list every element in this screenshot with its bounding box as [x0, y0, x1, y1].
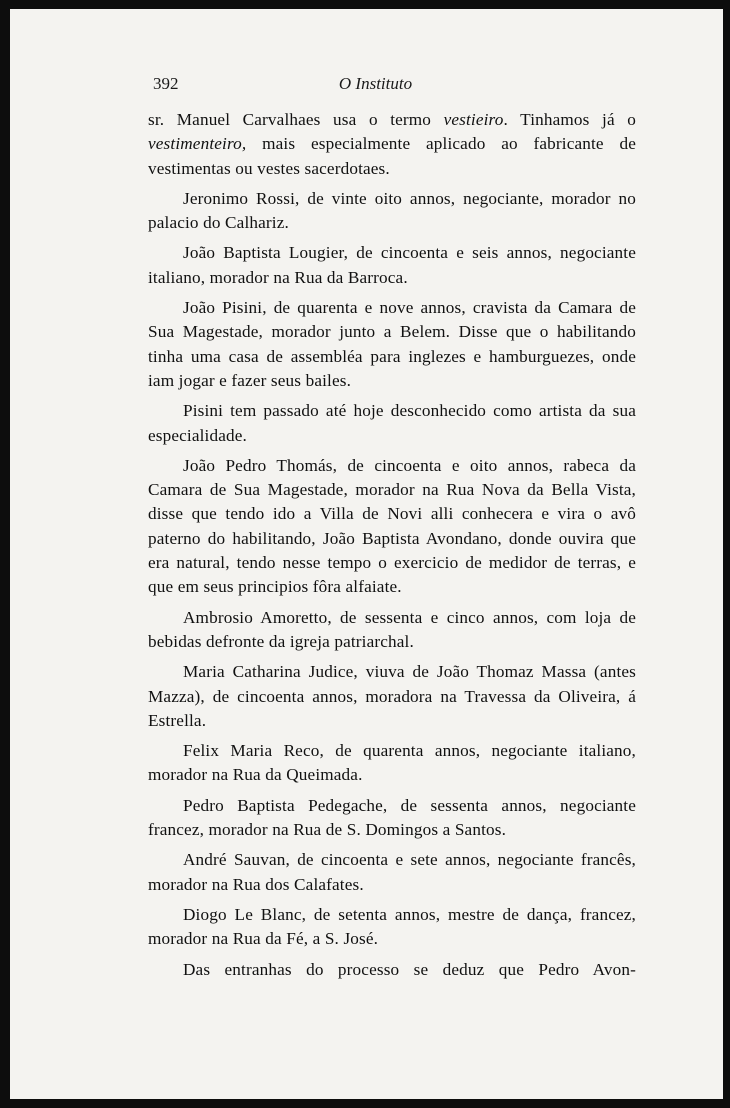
paragraph: Felix Maria Reco, de quarenta annos, negociante italiano, morador na Rua da Queimada.: [148, 741, 636, 785]
italic-term: vestieiro: [443, 110, 504, 129]
paragraph-text: . Tinhamos já o: [503, 110, 637, 129]
paragraph: Pisini tem passado até hoje desconhecido como artista da sua especialidade.: [148, 401, 636, 445]
book-page: [10, 9, 723, 1099]
paragraph: André Sauvan, de cincoenta e sete annos, negociante francês, morador na Rua dos Calafates.: [148, 850, 636, 894]
paragraph: Das entranhas do processo se deduz que Pedro Avon-: [183, 959, 636, 979]
paragraph: Pedro Baptista Pedegache, de sessenta annos, negociante francez, morador na Rua de S. Domingos a Santos.: [148, 795, 636, 840]
paragraph: Maria Catharina Judice, viuva de João Thomaz Massa (antes Mazza), de cincoenta annos, moradora na Travessa da Oliveira, á Estrella.: [148, 662, 636, 730]
paragraph-continuation: [148, 108, 636, 181]
paragraph: Diogo Le Blanc, de setenta annos, mestre de dança, francez, morador na Rua da Fé, a S. José.: [148, 904, 636, 949]
paragraph: João Baptista Lougier, de cincoenta e seis annos, negociante italiano, morador na Rua da Barroca.: [148, 243, 636, 287]
paragraph: João Pisini, de quarenta e nove annos, cravista da Camara de Sua Magestade, morador junto a Belem. Disse que o habilitando tinha uma casa de assembléa para inglezes e hamburguezes, onde iam jogar e fazer seus bailes.: [148, 298, 636, 390]
paragraph: Jeronimo Rossi, de vinte oito annos, negociante, morador no palacio do Calhariz.: [148, 188, 636, 233]
paragraph-text: mais especialmente aplicado ao fabricante de vestimentas ou vestes sacerdotaes.: [148, 134, 636, 178]
paragraph: Ambrosio Amoretto, de sessenta e cinco annos, com loja de bebidas defronte da igreja patriarchal.: [148, 607, 636, 651]
paragraph: João Pedro Thomás, de cincoenta e oito annos, rabeca da Camara de Sua Magestade, morador na Rua Nova da Bella Vista, disse que tendo ido a Villa de Novi alli conhecera e vira o avô paterno do habilitando, João Baptista Avondano, donde ouvira que era natural, tendo nesse tempo o exercicio de medidor de terras, e que em seus principios fôra alfaiate.: [148, 455, 636, 597]
running-title: O Instituto: [338, 74, 413, 93]
page-header: [153, 68, 598, 102]
body-text: [148, 108, 636, 982]
italic-term: vestimenteiro,: [148, 134, 247, 154]
paragraph-text: sr. Manuel Carvalhaes usa o termo: [148, 110, 444, 129]
page-number: 392: [153, 74, 179, 93]
